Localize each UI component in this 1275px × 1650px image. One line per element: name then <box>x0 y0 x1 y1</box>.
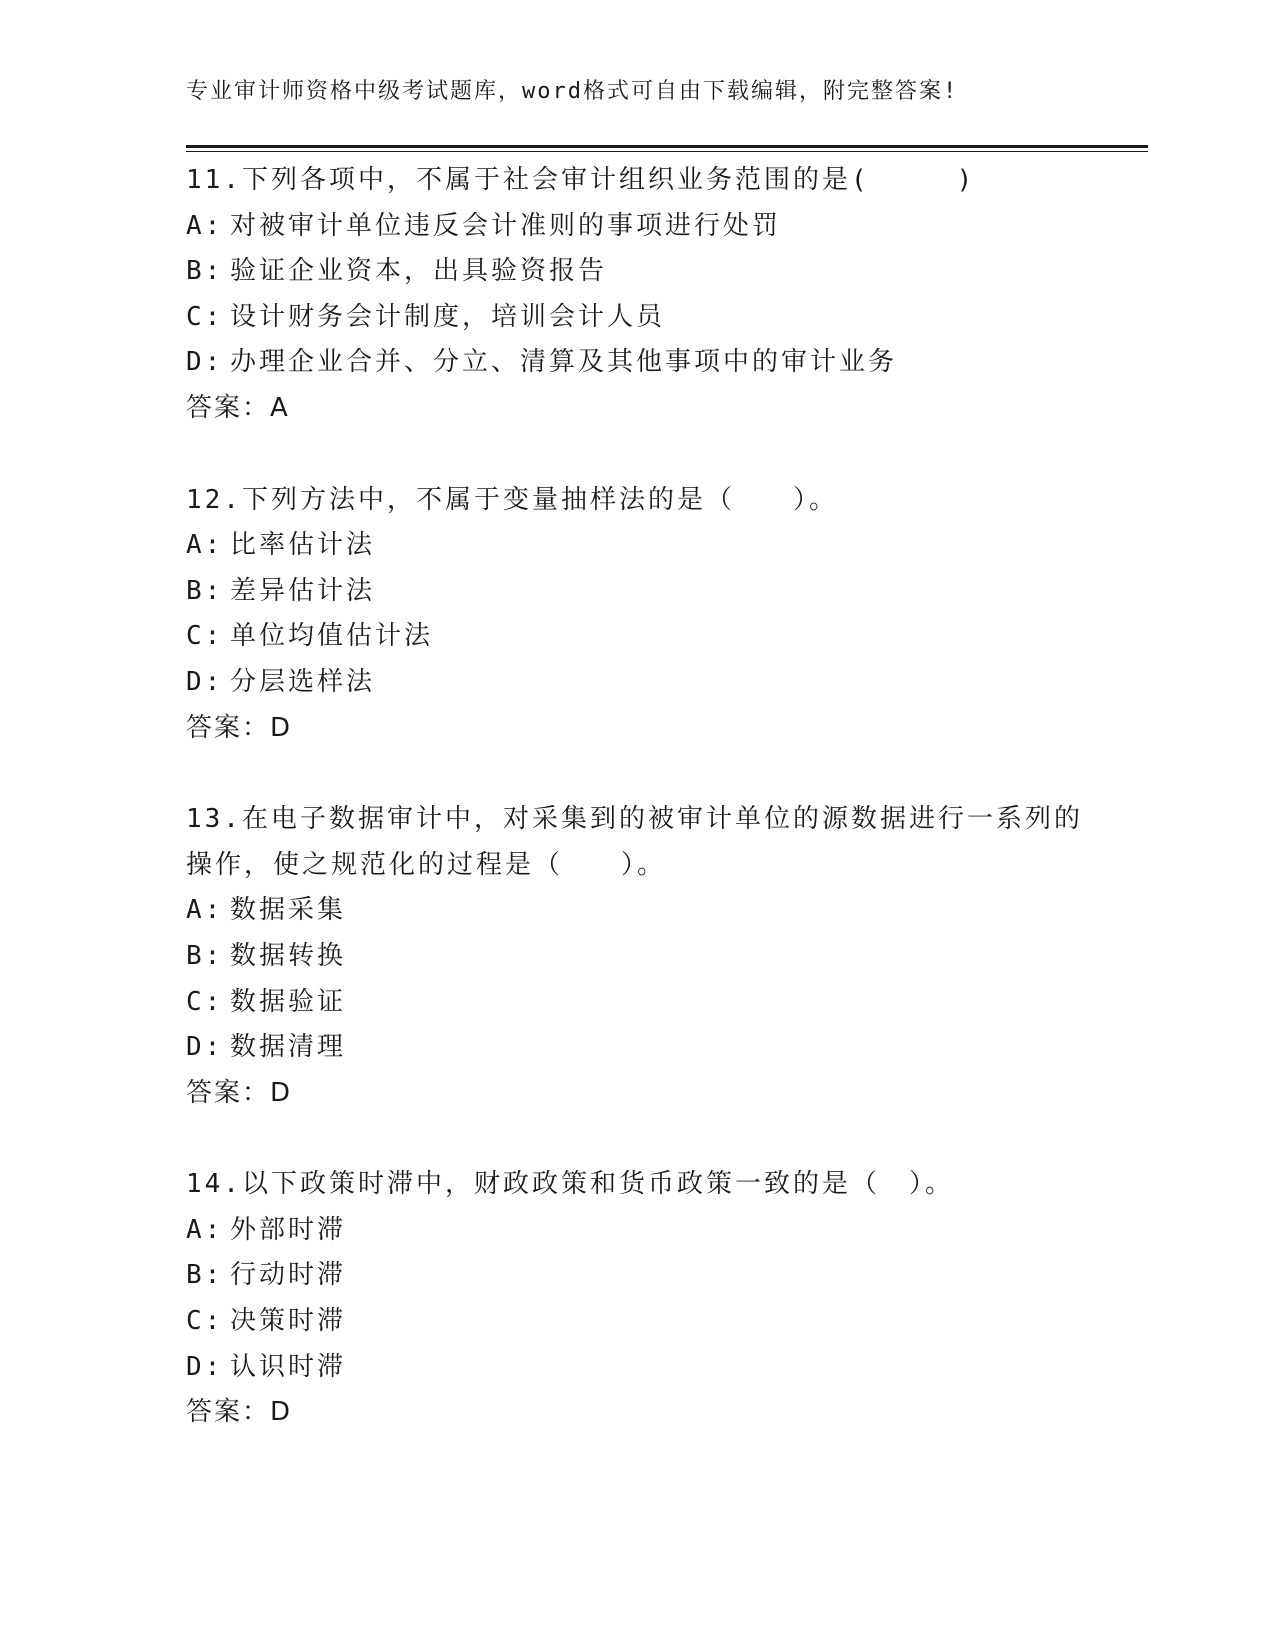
option-b <box>186 569 1086 615</box>
question-list <box>186 158 1086 1482</box>
option-text: 数据采集 <box>230 895 347 926</box>
option-key: A: <box>186 895 224 926</box>
option-b <box>186 934 1086 980</box>
option-key: D: <box>186 1351 224 1382</box>
option-c <box>186 980 1086 1026</box>
option-text: 数据清理 <box>230 1032 347 1063</box>
option-key: D: <box>186 1032 224 1063</box>
option-b <box>186 249 1086 295</box>
option-d <box>186 660 1086 706</box>
option-key: B: <box>186 575 224 606</box>
question-stem: 12.下列方法中，不属于变量抽样法的是（ ）。 <box>186 484 838 515</box>
answer-value: A <box>270 392 288 423</box>
option-key: B: <box>186 1260 224 1291</box>
option-key: C: <box>186 301 224 332</box>
option-key: B: <box>186 256 224 287</box>
option-key: C: <box>186 986 224 1017</box>
option-a <box>186 204 1086 250</box>
option-a <box>186 888 1086 934</box>
option-text: 验证企业资本，出具验资报告 <box>230 256 608 287</box>
question-stem: 13.在电子数据审计中，对采集到的被审计单位的源数据进行一系列的 <box>186 804 1083 835</box>
option-key: A: <box>186 530 224 561</box>
option-key: C: <box>186 621 224 652</box>
question-12 <box>186 478 1086 752</box>
option-text: 对被审计单位违反会计准则的事项进行处罚 <box>230 210 782 241</box>
option-d <box>186 1345 1086 1391</box>
option-key: D: <box>186 347 224 378</box>
question-14 <box>186 1162 1086 1436</box>
answer-line <box>186 1390 1086 1436</box>
option-text: 办理企业合并、分立、清算及其他事项中的审计业务 <box>230 347 898 378</box>
option-a <box>186 1208 1086 1254</box>
option-text: 决策时滞 <box>230 1306 347 1337</box>
option-text: 数据验证 <box>230 986 347 1017</box>
answer-value: D <box>270 1077 291 1108</box>
option-text: 行动时滞 <box>230 1260 347 1291</box>
option-key: C: <box>186 1306 224 1337</box>
option-text: 设计财务会计制度，培训会计人员 <box>230 301 666 332</box>
question-11 <box>186 158 1086 432</box>
header-rule-thin <box>186 151 1148 152</box>
answer-label: 答案： <box>186 712 271 743</box>
answer-value: D <box>270 712 291 743</box>
question-13 <box>186 797 1086 1116</box>
option-text: 数据转换 <box>230 940 347 971</box>
answer-label: 答案： <box>186 392 271 423</box>
answer-label: 答案： <box>186 1397 271 1428</box>
page-header: 专业审计师资格中级考试题库，word格式可自由下载编辑，附完整答案! <box>186 79 959 104</box>
option-text: 差异估计法 <box>230 575 376 606</box>
option-key: B: <box>186 940 224 971</box>
answer-label: 答案： <box>186 1077 271 1108</box>
option-a <box>186 523 1086 569</box>
answer-line <box>186 1071 1086 1117</box>
option-c <box>186 295 1086 341</box>
option-key: A: <box>186 1214 224 1245</box>
option-text: 分层选样法 <box>230 666 376 697</box>
option-text: 认识时滞 <box>230 1351 347 1382</box>
option-c <box>186 1299 1086 1345</box>
option-d <box>186 1025 1086 1071</box>
option-b <box>186 1253 1086 1299</box>
answer-line <box>186 386 1086 432</box>
option-d <box>186 340 1086 386</box>
question-stem: 14.以下政策时滞中，财政政策和货币政策一致的是（ ）。 <box>186 1169 954 1200</box>
option-c <box>186 614 1086 660</box>
answer-value: D <box>270 1397 291 1428</box>
option-text: 单位均值估计法 <box>230 621 434 652</box>
answer-line <box>186 706 1086 752</box>
header-rule-thick <box>186 145 1148 148</box>
option-text: 比率估计法 <box>230 530 376 561</box>
question-stem: 11.下列各项中，不属于社会审计组织业务范围的是( ) <box>186 165 976 195</box>
option-key: D: <box>186 666 224 697</box>
option-key: A: <box>186 210 224 241</box>
option-text: 外部时滞 <box>230 1214 347 1245</box>
question-stem-continued: 操作，使之规范化的过程是（ ）。 <box>186 849 667 880</box>
